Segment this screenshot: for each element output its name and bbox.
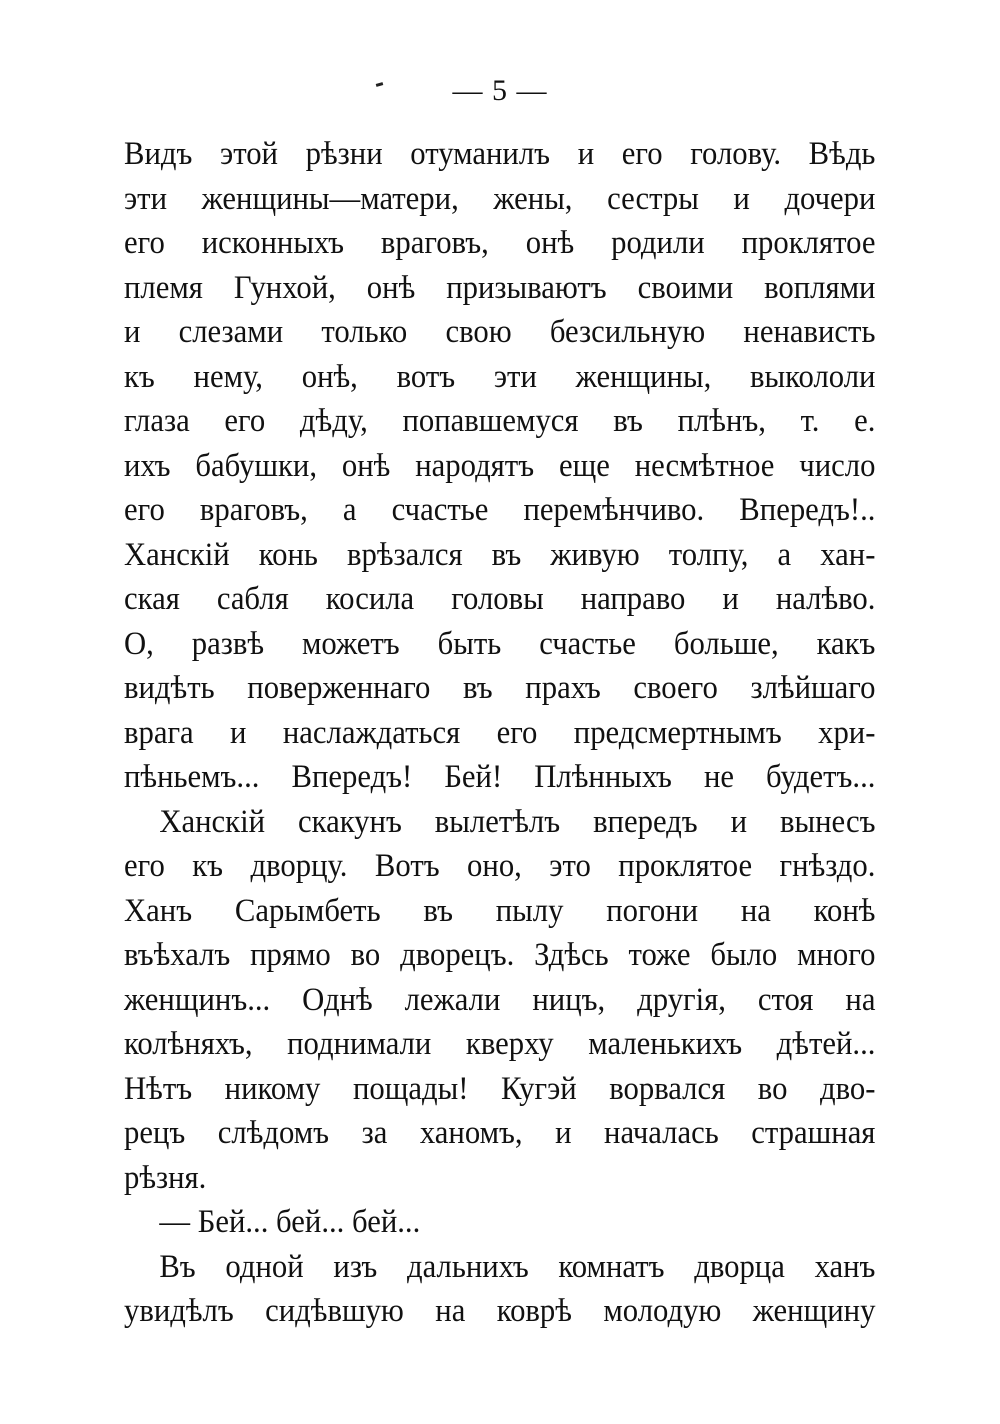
paragraph-end-line: рѣзня.: [124, 1159, 207, 1196]
text-line: пѣньемъ... Впередъ! Бей! Плѣнныхъ не будетъ...: [124, 759, 876, 795]
text-line: эти женщины—матери, жены, сестры и дочери: [124, 180, 876, 217]
text-line: и слезами только свою безсильную ненависть: [124, 314, 876, 350]
paragraph-start-line: Въ одной изъ дальнихъ комнатъ дворца ханъ: [159, 1248, 876, 1285]
dialogue-line: — Бей... бей... бей...: [159, 1204, 421, 1240]
text-line: къ нему, онѣ, вотъ эти женщины, выкололи: [124, 358, 876, 395]
text-line: женщинъ... Однѣ лежали ницъ, другія, стоя на: [124, 981, 876, 1018]
text-line: колѣняхъ, поднимали кверху маленькихъ дѣтей...: [124, 1026, 876, 1062]
text-line: увидѣлъ сидѣвшую на коврѣ молодую женщину: [124, 1293, 876, 1329]
text-line: глаза его дѣду, попавшемуся въ плѣнъ, т. е.: [124, 403, 876, 439]
paragraph-start-line: Ханскій скакунъ вылетѣлъ впередъ и вынесъ: [159, 803, 876, 840]
text-line: его къ дворцу. Вотъ оно, это проклятое гнѣздо.: [124, 848, 876, 884]
text-line: его враговъ, а счастье перемѣнчиво. Впередъ!..: [124, 492, 876, 528]
page-number: — 5 —: [452, 74, 548, 107]
text-line: ихъ бабушки, онѣ народятъ еще несмѣтное число: [124, 447, 876, 484]
text-line: Ханъ Сарымбеть въ пылу погони на конѣ: [124, 892, 876, 929]
text-line: племя Гунхой, онѣ призываютъ своими воплями: [124, 269, 876, 306]
text-line: его исконныхъ враговъ, онѣ родили проклятое: [124, 225, 876, 261]
text-line: рецъ слѣдомъ за ханомъ, и началась страшная: [124, 1115, 876, 1151]
text-line: ская сабля косила головы направо и налѣво.: [124, 581, 876, 617]
text-line: въѣхалъ прямо во дворецъ. Здѣсь тоже было много: [124, 937, 876, 973]
text-line: врага и наслаждаться его предсмертнымъ хри-: [124, 714, 876, 751]
text-line: Нѣтъ никому пощады! Кугэй ворвался во дво-: [124, 1070, 876, 1107]
body-text: [124, 132, 876, 1334]
text-line: Видъ этой рѣзни отуманилъ и его голову. Вѣдь: [124, 136, 876, 172]
text-line: О, развѣ можетъ быть счастье больше, какъ: [124, 625, 876, 662]
text-line: Ханскій конь врѣзался въ живую толпу, а хан-: [124, 536, 876, 573]
text-line: видѣть поверженнаго въ прахъ своего злѣйшаго: [124, 670, 876, 706]
